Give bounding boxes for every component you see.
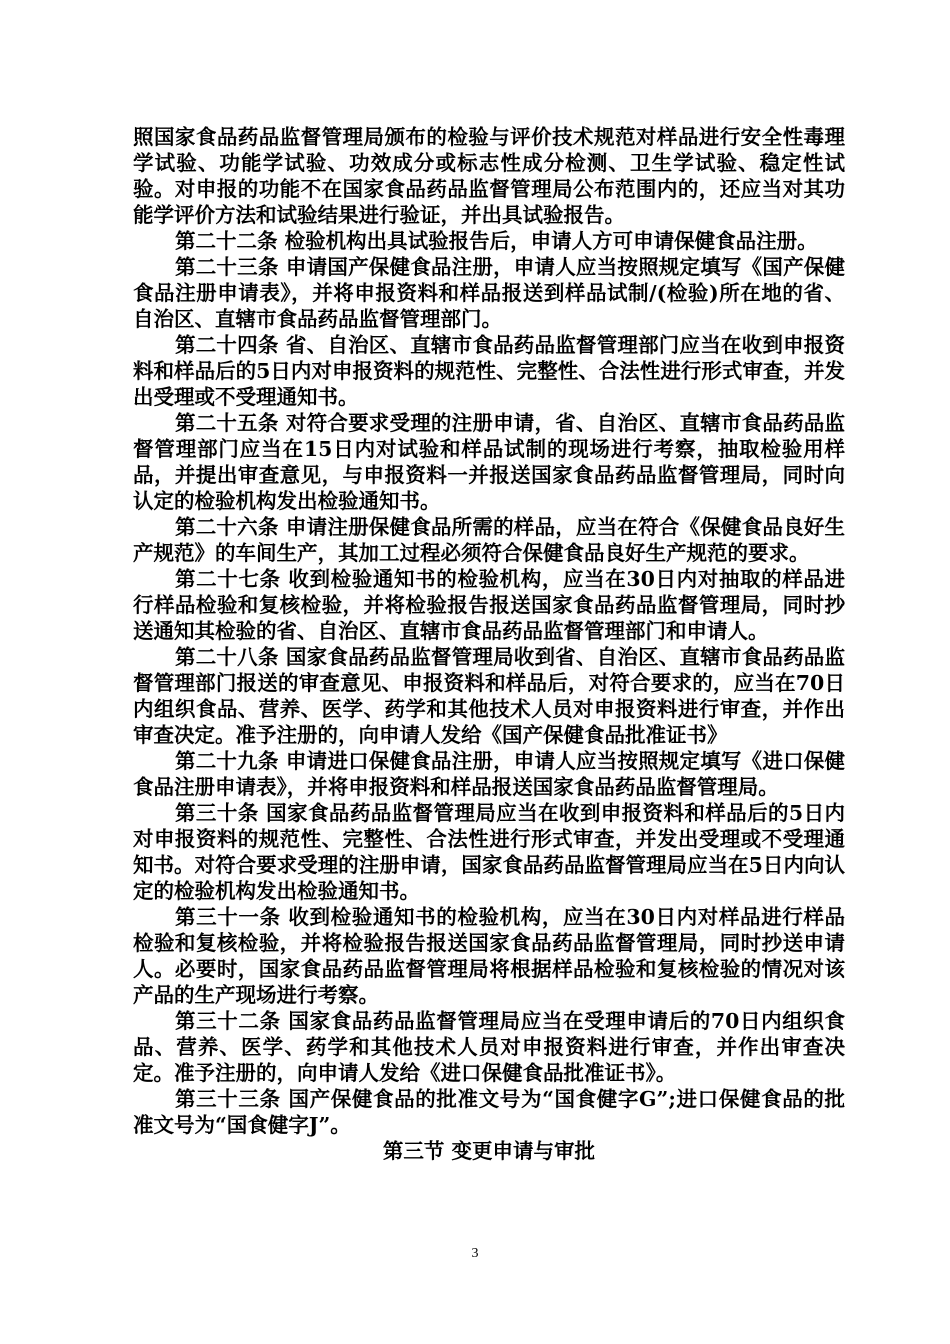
article-30: 第三十条 国家食品药品监督管理局应当在收到申报资料和样品后的5日内对申报资料的规范性、完整性、合法性进行形式审查，并发出受理或不受理通知书。对符合要求受理的注册申请，国家食品药品监督管理局应当在5日内向认定的检验机构发出检验通知书。: [133, 801, 845, 903]
article-28: 第二十八条 国家食品药品监督管理局收到省、自治区、直辖市食品药品监督管理部门报送的审查意见、申报资料和样品后，对符合要求的，应当在70日内组织食品、营养、医学、药学和其他技术人员对申报资料进行审查，并作出审查决定。准予注册的，向申请人发给《国产保健食品批准证书》: [133, 645, 845, 747]
article-22: 第二十二条 检验机构出具试验报告后，申请人方可申请保健食品注册。: [175, 229, 818, 253]
article-24: 第二十四条 省、自治区、直辖市食品药品监督管理部门应当在收到申报资料和样品后的5日内对申报资料的规范性、完整性、合法性进行形式审查，并发出受理或不受理通知书。: [133, 333, 845, 409]
document-body: [133, 124, 845, 1164]
paragraph-continuation: 照国家食品药品监督管理局颁布的检验与评价技术规范对样品进行安全性毒理学试验、功能学试验、功效成分或标志性成分检测、卫生学试验、稳定性试验。对申报的功能不在国家食品药品监督管理局公布范围内的，还应当对其功能学评价方法和试验结果进行验证，并出具试验报告。: [133, 125, 845, 227]
article-27: 第二十七条 收到检验通知书的检验机构，应当在30日内对抽取的样品进行样品检验和复核检验，并将检验报告报送国家食品药品监督管理局，同时抄送通知其检验的省、自治区、直辖市食品药品监督管理部门和申请人。: [133, 567, 845, 643]
article-33: 第三十三条 国产保健食品的批准文号为“国食健字G”;进口保健食品的批准文号为“国食健字J”。: [133, 1087, 845, 1137]
article-29: 第二十九条 申请进口保健食品注册，申请人应当按照规定填写《进口保健食品注册申请表》，并将申报资料和样品报送国家食品药品监督管理局。: [133, 749, 845, 799]
article-31: 第三十一条 收到检验通知书的检验机构，应当在30日内对样品进行样品检验和复核检验，并将检验报告报送国家食品药品监督管理局，同时抄送申请人。必要时，国家食品药品监督管理局将根据样品检验和复核检验的情况对该产品的生产现场进行考察。: [133, 905, 845, 1007]
article-23: 第二十三条 申请国产保健食品注册，申请人应当按照规定填写《国产保健食品注册申请表》，并将申报资料和样品报送到样品试制/(检验)所在地的省、自治区、直辖市食品药品监督管理部门。: [133, 255, 845, 331]
page-number: 3: [471, 1246, 479, 1261]
article-32: 第三十二条 国家食品药品监督管理局应当在受理申请后的70日内组织食品、营养、医学、药学和其他技术人员对申报资料进行审查，并作出审查决定。准予注册的，向申请人发给《进口保健食品批准证书》。: [133, 1009, 845, 1085]
section-heading: 第三节 变更申请与审批: [382, 1139, 596, 1163]
article-26: 第二十六条 申请注册保健食品所需的样品，应当在符合《保健食品良好生产规范》的车间生产，其加工过程必须符合保健食品良好生产规范的要求。: [133, 515, 845, 565]
article-25: 第二十五条 对符合要求受理的注册申请，省、自治区、直辖市食品药品监督管理部门应当在15日内对试验和样品试制的现场进行考察，抽取检验用样品，并提出审查意见，与申报资料一并报送国家食品药品监督管理局，同时向认定的检验机构发出检验通知书。: [133, 411, 845, 513]
